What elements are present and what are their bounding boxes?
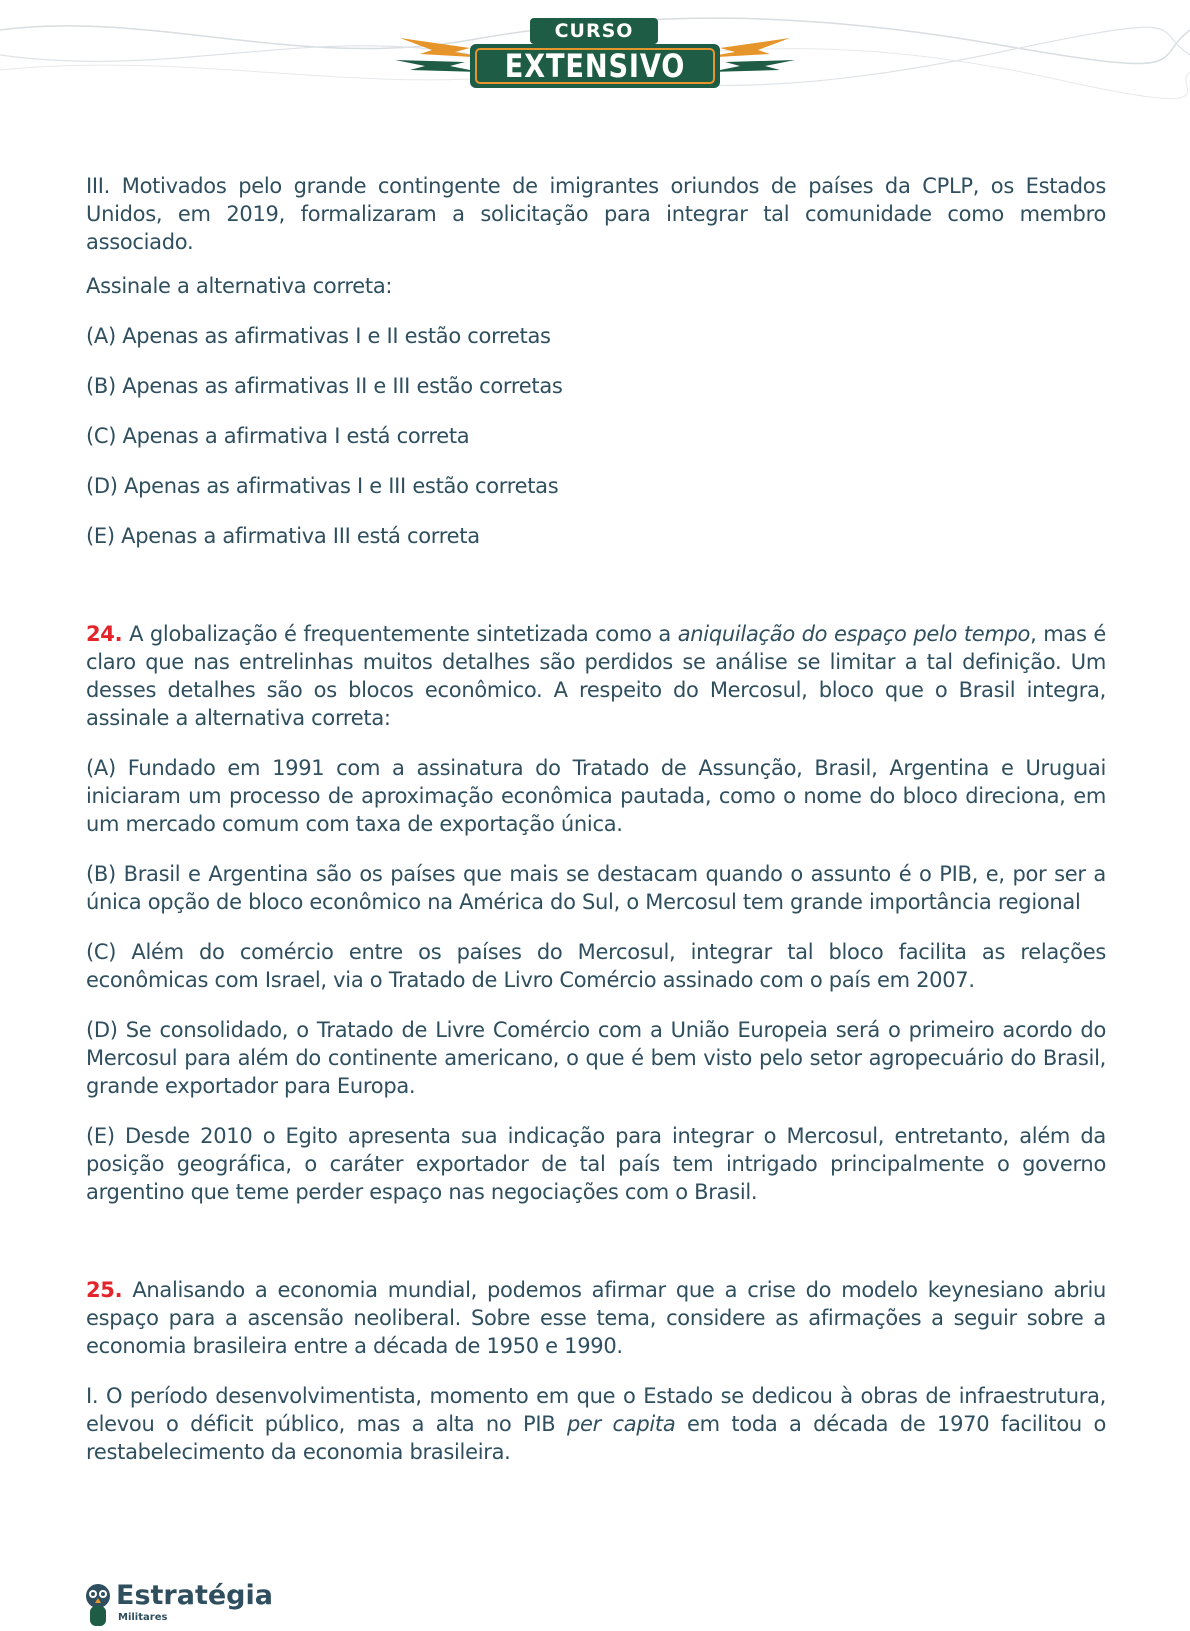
option-a: (A) Apenas as afirmativas I e II estão corretas	[86, 324, 551, 348]
brand-name: Estratégia	[116, 1580, 273, 1611]
option-e: (E) Apenas a afirmativa III está correta	[86, 524, 480, 548]
statement-iii: III. Motivados pelo grande contingente de imigrantes oriundos de países da CPLP, os Estados Unidos, em 2019, formalizaram a solicitação para integrar tal comunidade como membro associado.	[86, 174, 1106, 254]
instruction: Assinale a alternativa correta:	[86, 274, 393, 298]
document-body	[86, 172, 1106, 1466]
q24-option-b: (B) Brasil e Argentina são os países que mais se destacam quando o assunto é o PIB, e, por ser a única opção de bloco econômico na América do Sul, o Mercosul tem grande importância regional	[86, 862, 1106, 914]
question-number: 24.	[86, 622, 123, 646]
q24-option-e: (E) Desde 2010 o Egito apresenta sua indicação para integrar o Mercosul, entretanto, além da posição geográfica, o caráter exportador de tal país tem intrigado principalmente o governo argentino que teme perder espaço nas negociações com o Brasil.	[86, 1124, 1106, 1204]
owl-icon	[84, 1582, 112, 1628]
logo-main-text: EXTENSIVO	[504, 47, 686, 85]
option-d: (D) Apenas as afirmativas I e III estão corretas	[86, 474, 559, 498]
page-header	[0, 0, 1190, 120]
brand-subtitle: Militares	[118, 1612, 168, 1623]
q24-option-d: (D) Se consolidado, o Tratado de Livre Comércio com a União Europeia será o primeiro acordo do Mercosul para além do continente americano, o que é bem visto pelo setor agropecuário do Brasil, grande exportador para Europa.	[86, 1018, 1106, 1098]
q24-option-a: (A) Fundado em 1991 com a assinatura do Tratado de Assunção, Brasil, Argentina e Uruguai iniciaram um processo de aproximação econômica pautada, como o nome do bloco direciona, em um mercado comum com taxa de exportação única.	[86, 756, 1106, 836]
q25-statement-i: I. O período desenvolvimentista, momento em que o Estado se dedicou à obras de infraestrutura, elevou o déficit público, mas a alta no PIB per capita em toda a década de 1970 facilitou o restabelecimento da economia brasileira.	[86, 1384, 1106, 1464]
q24-option-c: (C) Além do comércio entre os países do Mercosul, integrar tal bloco facilita as relações econômicas com Israel, via o Tratado de Livro Comércio assinado com o país em 2007.	[86, 940, 1106, 992]
question-24: 24. A globalização é frequentemente sintetizada como a aniquilação do espaço pelo tempo, mas é claro que nas entrelinhas muitos detalhes são perdidos se análise se limitar a tal definição. Um desses detalhes são os blocos econômico. A respeito do Mercosul, bloco que o Brasil integra, assinale a alternativa correta:	[86, 622, 1106, 730]
question-number: 25.	[86, 1278, 123, 1302]
option-b: (B) Apenas as afirmativas II e III estão corretas	[86, 374, 563, 398]
logo-top-text: CURSO	[554, 20, 634, 42]
question-25: 25. Analisando a economia mundial, podemos afirmar que a crise do modelo keynesiano abriu espaço para a ascensão neoliberal. Sobre esse tema, considere as afirmações a seguir sobre a economia brasileira entre a década de 1950 e 1990.	[86, 1278, 1106, 1358]
option-c: (C) Apenas a afirmativa I está correta	[86, 424, 470, 448]
footer-logo	[84, 1580, 284, 1630]
